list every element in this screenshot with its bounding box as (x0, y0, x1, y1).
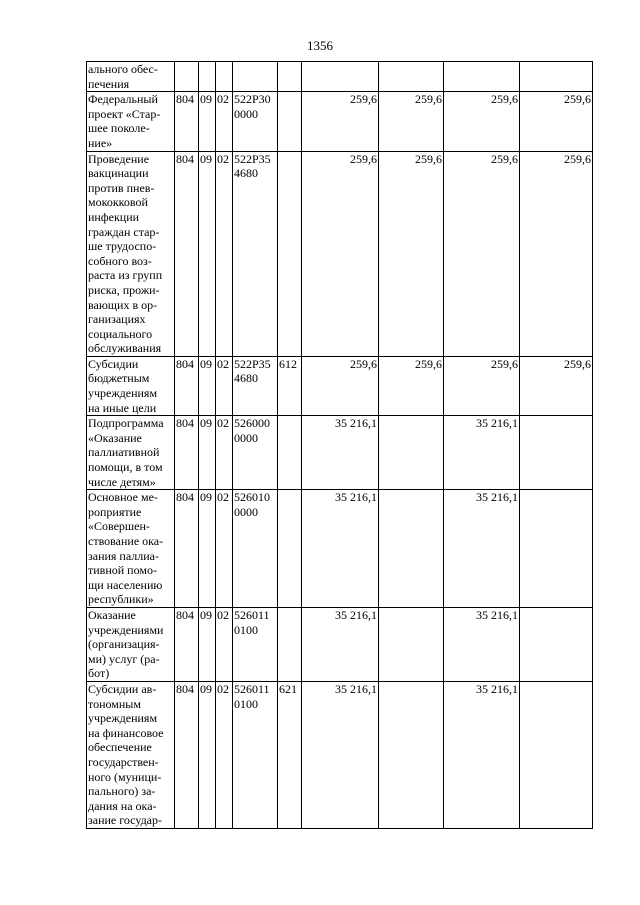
item-name-cell (87, 356, 175, 415)
cell-text-line: раста из групп (88, 268, 163, 283)
amount-1-cell (302, 62, 379, 92)
cell-text-line: зание государ- (88, 813, 162, 828)
table-row (87, 607, 593, 681)
target-article-cell (233, 681, 278, 828)
table-row (87, 62, 593, 92)
cell-text-line: 526000 (234, 416, 270, 431)
expense-type-cell (278, 490, 302, 608)
amount-3-cell: 259,6 (444, 356, 520, 415)
cell-text-line: Проведение (88, 151, 150, 166)
cell-text-line: щи населению (88, 577, 163, 592)
section-code-cell: 09 (199, 416, 216, 490)
table-row (87, 151, 593, 356)
ministry-code-cell: 804 (175, 416, 199, 490)
target-article-cell (233, 490, 278, 608)
expense-type-cell (278, 416, 302, 490)
section-code-cell: 09 (199, 151, 216, 356)
budget-table (86, 61, 593, 829)
subsection-code-cell: 02 (216, 356, 233, 415)
table-row (87, 416, 593, 490)
subsection-code-cell: 02 (216, 151, 233, 356)
cell-text-line: бот) (88, 666, 110, 681)
cell-text-line: «Совершен- (88, 519, 150, 534)
cell-text-line: шее поколе- (88, 121, 150, 136)
cell-text-line: паллиативной (88, 445, 160, 460)
amount-3-cell (444, 62, 520, 92)
subsection-code-cell: 02 (216, 681, 233, 828)
cell-text-line: ми) услуг (ра- (88, 651, 160, 666)
target-article-cell (233, 151, 278, 356)
cell-text-line: обеспечение (88, 740, 152, 755)
section-code-cell: 09 (199, 92, 216, 151)
subsection-code-cell (216, 62, 233, 92)
cell-text-line: 0000 (234, 504, 258, 519)
cell-text-line: ствование ока- (88, 534, 164, 548)
expense-type-cell (278, 607, 302, 681)
amount-1-cell: 259,6 (302, 151, 379, 356)
cell-text-line: риска, прожи- (88, 282, 160, 297)
ministry-code-cell: 804 (175, 490, 199, 608)
expense-type-cell: 621 (278, 681, 302, 828)
target-article-cell (233, 356, 278, 415)
cell-text-line: бюджетным (88, 371, 150, 386)
cell-text-line: на финансовое (88, 725, 164, 740)
cell-text-line: проект «Стар- (88, 106, 161, 121)
amount-2-cell (379, 490, 444, 608)
amount-1-cell: 35 216,1 (302, 490, 379, 608)
amount-2-cell: 259,6 (379, 151, 444, 356)
ministry-code-cell: 804 (175, 356, 199, 415)
target-article-cell (233, 92, 278, 151)
ministry-code-cell: 804 (175, 607, 199, 681)
cell-text-line: инфекции (88, 209, 140, 224)
table-row (87, 490, 593, 608)
cell-text-line: 522Р30 (234, 92, 271, 107)
item-name-cell (87, 62, 175, 92)
ministry-code-cell: 804 (175, 92, 199, 151)
amount-4-cell (520, 681, 593, 828)
cell-text-line: Субсидии ав- (88, 681, 157, 696)
expense-type-cell (278, 62, 302, 92)
subsection-code-cell: 02 (216, 416, 233, 490)
subsection-code-cell: 02 (216, 490, 233, 608)
cell-text-line: помощи, в том (88, 460, 163, 475)
cell-text-line: вающих в ор- (88, 297, 158, 312)
cell-text-line: ального обес- (88, 62, 158, 76)
cell-text-line: социального (88, 326, 153, 341)
cell-text-line: 526010 (234, 490, 270, 505)
cell-text-line: Основное ме- (88, 490, 158, 505)
section-code-cell (199, 62, 216, 92)
cell-text-line: 522Р35 (234, 356, 271, 371)
item-name-cell (87, 490, 175, 608)
cell-text-line: дания на ока- (88, 798, 157, 813)
cell-text-line: тивной помо- (88, 563, 157, 578)
amount-1-cell: 259,6 (302, 92, 379, 151)
expense-type-cell (278, 92, 302, 151)
cell-text-line: 4680 (234, 166, 258, 181)
subsection-code-cell: 02 (216, 607, 233, 681)
section-code-cell: 09 (199, 356, 216, 415)
cell-text-line: собного воз- (88, 253, 152, 268)
cell-text-line: учреждениям (88, 386, 158, 401)
amount-4-cell (520, 607, 593, 681)
amount-2-cell (379, 62, 444, 92)
cell-text-line: 522Р35 (234, 151, 271, 166)
cell-text-line: мококковой (88, 195, 148, 210)
cell-text-line: 0100 (234, 696, 258, 711)
cell-text-line: 526011 (234, 607, 270, 622)
item-name-cell (87, 681, 175, 828)
target-article-cell (233, 416, 278, 490)
cell-text-line: ного (муници- (88, 769, 162, 784)
target-article-cell (233, 607, 278, 681)
cell-text-line: тономным (88, 696, 141, 711)
amount-1-cell: 35 216,1 (302, 681, 379, 828)
cell-text-line: учреждениям (88, 711, 158, 726)
ministry-code-cell: 804 (175, 681, 199, 828)
cell-text-line: «Оказание (88, 430, 142, 445)
cell-text-line: 0100 (234, 622, 258, 637)
section-code-cell: 09 (199, 681, 216, 828)
amount-1-cell: 35 216,1 (302, 416, 379, 490)
cell-text-line: учреждениями (88, 622, 164, 637)
cell-text-line: вакцинации (88, 166, 149, 181)
item-name-cell (87, 416, 175, 490)
amount-4-cell: 259,6 (520, 92, 593, 151)
cell-text-line: Подпрограмма (88, 416, 164, 431)
target-article-cell (233, 62, 278, 92)
cell-text-line: обслуживания (88, 341, 162, 356)
cell-text-line: государствен- (88, 754, 159, 769)
item-name-cell (87, 607, 175, 681)
cell-text-line: граждан стар- (88, 224, 160, 239)
cell-text-line: на иные цели (88, 400, 157, 415)
amount-4-cell: 259,6 (520, 151, 593, 356)
cell-text-line: 0000 (234, 430, 258, 445)
cell-text-line: пального) за- (88, 784, 156, 799)
cell-text-line: числе детям» (88, 474, 156, 489)
amount-2-cell (379, 681, 444, 828)
amount-3-cell: 35 216,1 (444, 681, 520, 828)
cell-text-line: ше трудоспо- (88, 239, 157, 254)
amount-2-cell: 259,6 (379, 92, 444, 151)
page-number: 1356 (307, 38, 333, 53)
table-row (87, 356, 593, 415)
section-code-cell: 09 (199, 607, 216, 681)
amount-1-cell: 259,6 (302, 356, 379, 415)
ministry-code-cell (175, 62, 199, 92)
amount-2-cell (379, 416, 444, 490)
amount-3-cell: 35 216,1 (444, 490, 520, 608)
cell-text-line: (организация- (88, 637, 160, 652)
cell-text-line: Субсидии (88, 356, 139, 371)
expense-type-cell (278, 151, 302, 356)
subsection-code-cell: 02 (216, 92, 233, 151)
amount-1-cell: 35 216,1 (302, 607, 379, 681)
cell-text-line: зания паллиа- (88, 548, 160, 563)
amount-4-cell (520, 490, 593, 608)
cell-text-line: ние» (88, 135, 113, 150)
amount-3-cell: 259,6 (444, 92, 520, 151)
expense-type-cell: 612 (278, 356, 302, 415)
table-body (87, 62, 593, 829)
amount-3-cell: 35 216,1 (444, 607, 520, 681)
amount-3-cell: 35 216,1 (444, 416, 520, 490)
item-name-cell (87, 151, 175, 356)
ministry-code-cell: 804 (175, 151, 199, 356)
cell-text-line: печения (88, 76, 130, 91)
cell-text-line: 4680 (234, 371, 258, 386)
cell-text-line: республики» (88, 592, 154, 607)
amount-2-cell: 259,6 (379, 356, 444, 415)
cell-text-line: Федеральный (88, 92, 158, 107)
amount-4-cell (520, 416, 593, 490)
cell-text-line: 0000 (234, 106, 258, 121)
cell-text-line: 526011 (234, 681, 270, 696)
cell-text-line: роприятие (88, 504, 142, 519)
amount-3-cell: 259,6 (444, 151, 520, 356)
cell-text-line: ганизациях (88, 312, 146, 327)
cell-text-line: Оказание (88, 607, 136, 622)
amount-4-cell: 259,6 (520, 356, 593, 415)
cell-text-line: против пнев- (88, 180, 155, 195)
amount-4-cell (520, 62, 593, 92)
section-code-cell: 09 (199, 490, 216, 608)
amount-2-cell (379, 607, 444, 681)
table-row (87, 681, 593, 828)
table-row (87, 92, 593, 151)
item-name-cell (87, 92, 175, 151)
